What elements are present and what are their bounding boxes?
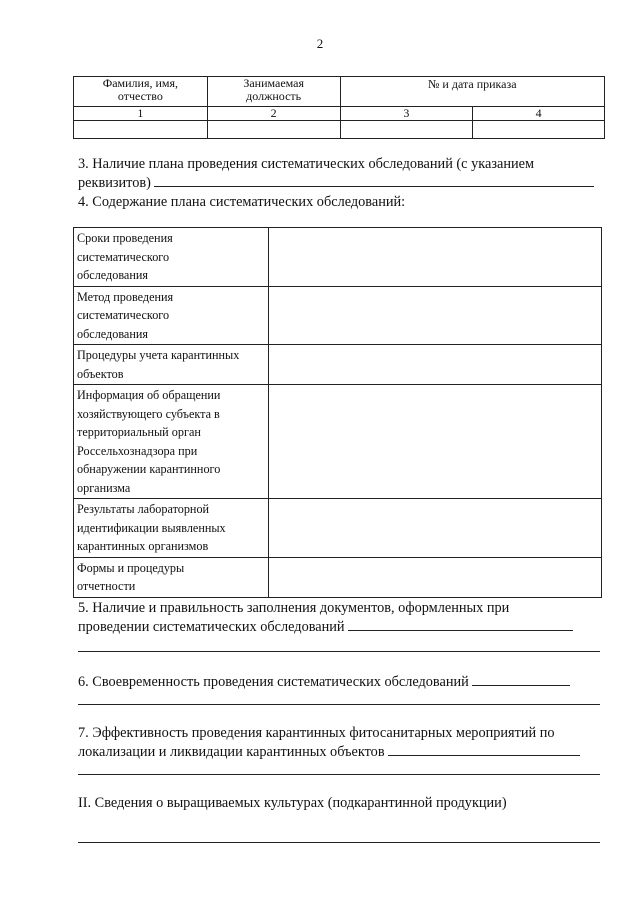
item7-line1: 7. Эффективность проведения карантинных фитосанитарных мероприятий по	[78, 725, 555, 741]
item5-extra-line[interactable]	[78, 651, 600, 652]
row-label: Сроки проведения систематического обследования	[74, 228, 269, 287]
column-number: 3	[340, 107, 473, 121]
plan-table-row	[74, 286, 602, 345]
section2-answer-line[interactable]	[78, 842, 600, 843]
plan-table-row	[74, 228, 602, 287]
item6-line1	[78, 672, 570, 691]
row-label: Результаты лабораторной идентификации выявленных карантинных организмов	[74, 499, 269, 558]
column-number: 1	[74, 107, 208, 121]
page-number: 2	[316, 36, 324, 51]
column-number: 4	[473, 107, 605, 121]
row-value-cell[interactable]	[269, 557, 602, 597]
item3-line1: 3. Наличие плана проведения систематических обследований (с указанием	[78, 156, 535, 172]
orders-table-number-row	[74, 107, 605, 121]
item7-extra-line[interactable]	[78, 774, 600, 775]
plan-table-row	[74, 557, 602, 597]
item5-blank-field[interactable]	[348, 617, 573, 631]
row-label: Метод проведения систематического обследования	[74, 286, 269, 345]
header-position: Занимаемая должность	[207, 77, 340, 107]
section2-title: II. Сведения о выращиваемых культурах (подкарантинной продукции)	[78, 795, 507, 811]
row-label: Формы и процедуры отчетности	[74, 557, 269, 597]
item7-line2	[78, 742, 580, 761]
row-value-cell[interactable]	[269, 286, 602, 345]
item3-line2	[78, 173, 594, 192]
table-cell[interactable]	[340, 121, 473, 139]
item4-title: 4. Содержание плана систематических обследований:	[78, 194, 406, 210]
header-order-number-date: № и дата приказа	[340, 77, 604, 107]
plan-table	[73, 227, 602, 598]
plan-table-row	[74, 385, 602, 499]
item5-line2	[78, 617, 573, 636]
item5-label: проведении систематических обследований	[78, 619, 345, 635]
item6-extra-line[interactable]	[78, 704, 600, 705]
item7-label: локализации и ликвидации карантинных объектов	[78, 744, 385, 760]
plan-table-row	[74, 499, 602, 558]
column-number: 2	[207, 107, 340, 121]
row-label: Процедуры учета карантинных объектов	[74, 345, 269, 385]
item6-blank-field[interactable]	[472, 672, 570, 686]
table-cell[interactable]	[473, 121, 605, 139]
row-label: Информация об обращении хозяйствующего субъекта в территориальный орган Россельхознадзора при обнаружении карантинного организма	[74, 385, 269, 499]
row-value-cell[interactable]	[269, 385, 602, 499]
table-cell[interactable]	[207, 121, 340, 139]
row-value-cell[interactable]	[269, 228, 602, 287]
orders-table	[73, 76, 605, 139]
item7-blank-field[interactable]	[388, 742, 580, 756]
orders-table-empty-row	[74, 121, 605, 139]
header-full-name: Фамилия, имя, отчество	[74, 77, 208, 107]
item3-label: реквизитов)	[78, 175, 151, 191]
orders-table-header-row	[74, 77, 605, 107]
row-value-cell[interactable]	[269, 345, 602, 385]
item5-line1: 5. Наличие и правильность заполнения документов, оформленных при	[78, 600, 510, 616]
plan-table-row	[74, 345, 602, 385]
table-cell[interactable]	[74, 121, 208, 139]
item3-blank-field[interactable]	[154, 173, 594, 187]
item6-label: 6. Своевременность проведения систематических обследований	[78, 674, 469, 690]
row-value-cell[interactable]	[269, 499, 602, 558]
